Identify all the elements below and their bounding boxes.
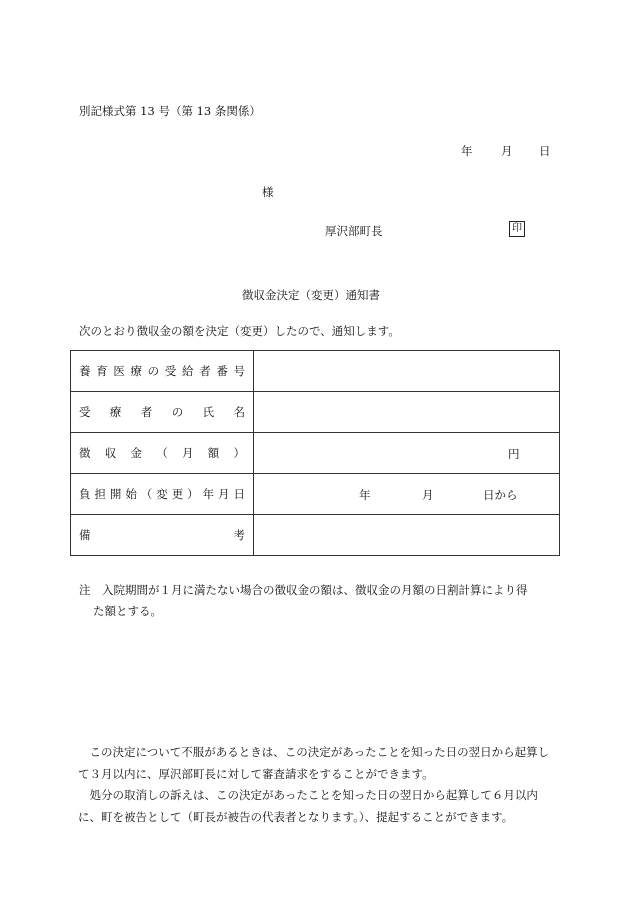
document-title: 徴収金決定（変更）通知書 bbox=[242, 288, 380, 302]
recipient-number-field[interactable] bbox=[254, 351, 560, 392]
patient-name-field[interactable] bbox=[254, 392, 560, 433]
row-label-monthly-fee: 徴収金（月額） bbox=[71, 433, 254, 474]
appeal-paragraph-1: この決定について不服があるときは、この決定があったことを知った日の翌日から起算して３月以内に、厚沢部町長に対して審査請求をすることができます。 bbox=[78, 745, 550, 781]
appeal-paragraph-2: 処分の取消しの訴えは、この決定があったことを知った日の翌日から起算して６月以内に、町を被告として（町長が被告の代表者となります。）、提起することができます。 bbox=[78, 788, 538, 824]
table-row bbox=[71, 351, 560, 392]
date-line bbox=[461, 143, 551, 159]
intro-text: 次のとおり徴収金の額を決定（変更）したので、通知します。 bbox=[79, 324, 400, 338]
addressee-suffix: 様 bbox=[262, 185, 274, 199]
sender-name: 厚沢部町長 bbox=[325, 224, 383, 238]
start-day-unit: 日から bbox=[483, 488, 518, 502]
note-line-2: た額とする。 bbox=[93, 604, 162, 618]
note-line-1: 注 入院期間が１月に満たない場合の徴収金の額は、徴収金の月額の日割計算により得 bbox=[79, 583, 528, 597]
start-date-field[interactable] bbox=[254, 474, 560, 515]
table-row bbox=[71, 433, 560, 474]
appeal-notice bbox=[78, 742, 560, 828]
monthly-fee-field[interactable] bbox=[254, 433, 560, 474]
date-year: 年 bbox=[461, 144, 473, 158]
seal-mark: 印 bbox=[509, 221, 525, 237]
table-row bbox=[71, 515, 560, 556]
form-number: 別記様式第 13 号（第 13 条関係） bbox=[79, 104, 261, 118]
start-month-unit: 月 bbox=[422, 488, 434, 502]
date-month: 月 bbox=[501, 144, 513, 158]
start-year-unit: 年 bbox=[359, 488, 371, 502]
row-label-recipient-number: 養育医療の受給者番号 bbox=[71, 351, 254, 392]
row-label-start-date: 負担開始（変更）年月日 bbox=[71, 474, 254, 515]
yen-unit: 円 bbox=[508, 447, 520, 461]
date-day: 日 bbox=[539, 144, 551, 158]
info-table bbox=[70, 350, 560, 556]
table-row bbox=[71, 474, 560, 515]
remarks-field[interactable] bbox=[254, 515, 560, 556]
row-label-remarks: 備考 bbox=[71, 515, 254, 556]
note-text bbox=[79, 580, 559, 622]
table-row bbox=[71, 392, 560, 433]
row-label-patient-name: 受療者の氏名 bbox=[71, 392, 254, 433]
